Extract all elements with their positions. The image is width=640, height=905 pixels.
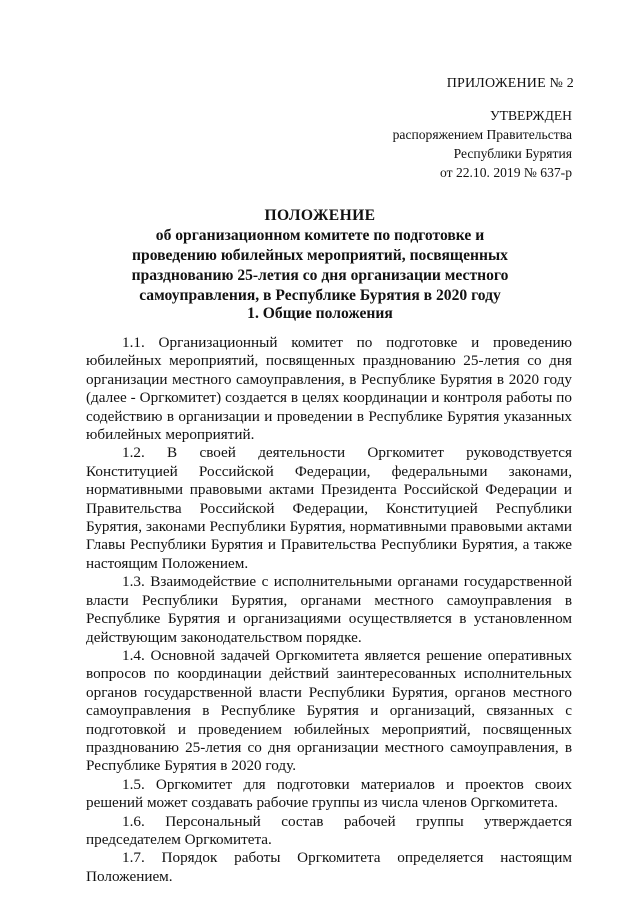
approval-line: Республики Бурятия	[453, 146, 572, 161]
paragraph: 1.1. Организационный комитет по подготовке и проведению юбилейных мероприятий, посвященных празднованию 25-летия со дня организации местного самоуправления, в Республике Бурятия в 2020 году (далее - Оргкомитет) создается в целях координации и контроля работы по содействию в организации и проведении в Республике Бурятия указанных юбилейных мероприятий.	[86, 334, 572, 444]
document-subtitle-line: самоуправления, в Республике Бурятия в 2020 году	[139, 287, 501, 304]
document-title	[0, 206, 640, 306]
paragraph: 1.7. Порядок работы Оргкомитета определяется настоящим Положением.	[86, 849, 572, 885]
paragraph: 1.3. Взаимодействие с исполнительными органами государственной власти Республики Бурятия, органами местного самоуправления в Республике Бурятия и организациями осуществляется в установленном действующим законодательством порядке.	[86, 573, 572, 646]
paragraph: 1.5. Оргкомитет для подготовки материалов и проектов своих решений может создавать рабочие группы из числа членов Оргкомитета.	[86, 775, 572, 812]
approval-line: от 22.10. 2019 № 637-р	[439, 165, 572, 180]
approval-line: распоряжением Правительства	[392, 127, 572, 142]
paragraph: 1.2. В своей деятельности Оргкомитет руководствуется Конституцией Российской Федерации, федеральными законами, нормативными правовыми актами Президента Российской Федерации и Правительства Российской Федерации, Конституцией Республики Бурятия, законами Республики Бурятия, нормативными правовыми актами Главы Республики Бурятия и Правительства Республики Бурятия, а также настоящим Положением.	[86, 444, 572, 572]
document-subtitle-line: празднованию 25-летия со дня организации местного	[131, 267, 509, 284]
paragraph: 1.4. Основной задачей Оргкомитета является решение оперативных вопросов по координации действий заинтересованных исполнительных органов государственной власти Республики Бурятия, органов местного самоуправления в Республике Бурятия и организаций, связанных с подготовкой и проведением юбилейных мероприятий, посвященных празднованию 25-летия со дня организации местного самоуправления, в Республике Бурятия в 2020 году.	[86, 646, 572, 775]
document-subtitle-line: проведению юбилейных мероприятий, посвященных	[132, 247, 508, 264]
approval-block	[393, 106, 572, 182]
section-body	[86, 334, 572, 886]
approval-line: УТВЕРЖДЕН	[490, 108, 572, 123]
paragraph: 1.6. Персональный состав рабочей группы утверждается председателем Оргкомитета.	[86, 812, 572, 848]
appendix-label: ПРИЛОЖЕНИЕ № 2	[446, 76, 574, 91]
section-heading: 1. Общие положения	[247, 305, 393, 322]
document-subtitle-line: об организационном комитете по подготовке и	[155, 227, 485, 244]
document-title-main: ПОЛОЖЕНИЕ	[264, 207, 376, 224]
